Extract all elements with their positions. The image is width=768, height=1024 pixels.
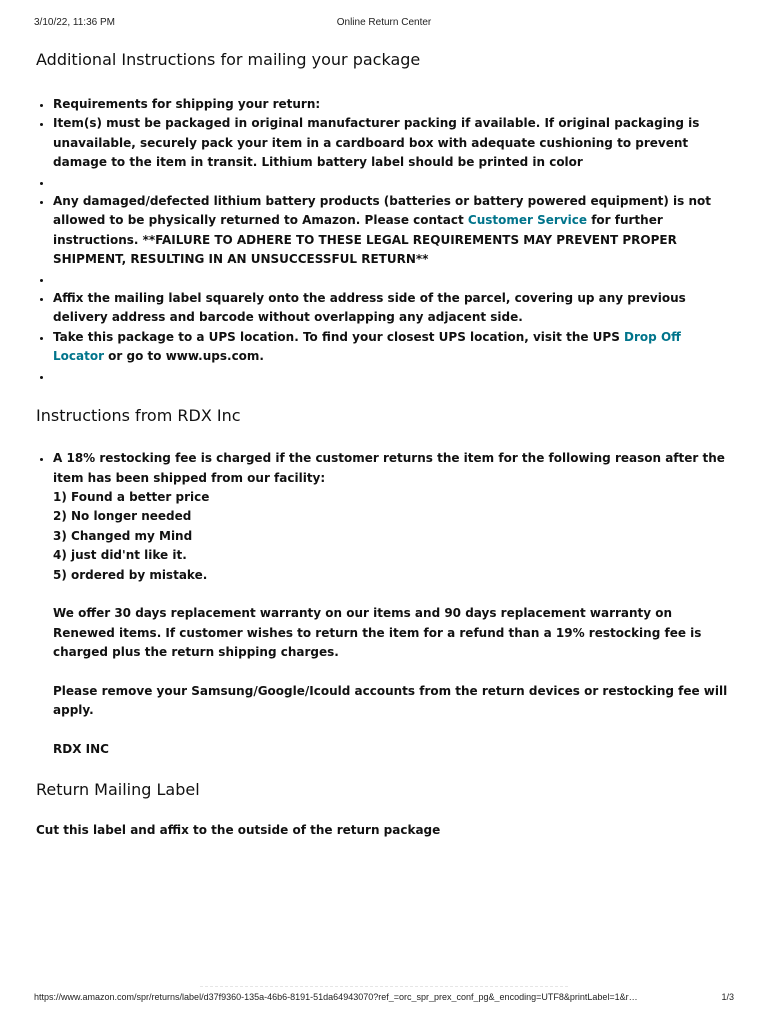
print-header — [34, 17, 734, 31]
list-item: • Item(s) must be packaged in original manufacturer packing if available. If original packaging is unavailable, securely pack your item in a cardboard box with adequate cushioning to prevent damage to the item in transit. Lithium battery label should be printed in color — [53, 114, 736, 172]
battery-text-cont: for further instructions. **FAILURE TO ADHERE TO THESE LEGAL REQUIREMENTS MAY PREVENT PROPER SHIPMENT, RESULTING IN AN UNSUCCESSFUL RETURN** — [53, 213, 677, 267]
list-item-empty — [53, 367, 736, 386]
reason-4: 4) just did'nt like it. — [53, 548, 187, 563]
reason-2: 2) No longer needed — [53, 509, 192, 524]
cut-line — [200, 986, 568, 987]
mailing-instructions-heading: Additional Instructions for mailing your package — [36, 50, 421, 69]
drop-off-locator-link[interactable]: Drop Off Locator — [53, 329, 681, 364]
reason-3: 3) Changed my Mind — [53, 528, 193, 543]
accounts-text: Please remove your Samsung/Google/Icould accounts from the return devices or restocking fee will apply. — [53, 683, 728, 718]
list-item — [53, 328, 736, 367]
print-date: 3/10/22, 11:36 PM — [34, 17, 115, 28]
ups-text-cont: or go to www.ups.com. — [104, 349, 264, 364]
page-number: 1/3 — [721, 992, 734, 1002]
mailing-instructions-list — [36, 95, 736, 386]
ups-text: Take this package to a UPS location. To find your closest UPS location, visit the UPS — [53, 329, 625, 344]
list-item-empty — [53, 270, 736, 289]
customer-service-link[interactable]: Customer Service — [467, 213, 588, 228]
restocking-intro: • A 18% restocking fee is charged if the customer returns the item for the following reason after the item has been shipped from our facility: — [53, 451, 725, 485]
page-content — [36, 48, 736, 840]
seller-instructions-heading: Instructions from RDX Inc — [36, 406, 241, 426]
list-item — [53, 449, 736, 759]
list-item: • Requirements for shipping your return: — [53, 95, 736, 114]
print-url: https://www.amazon.com/spr/returns/label/d37f9360-135a-46b6-8191-51da64943070?ref_=orc_spr_prex_conf_pg&_encoding=UTF8&printLabel=1&r… — [34, 992, 638, 1002]
list-item: • Affix the mailing label squarely onto the address side of the parcel, covering up any previous delivery address and barcode without overlapping any adjacent side. — [53, 289, 736, 328]
reason-1: 1) Found a better price — [53, 489, 210, 504]
reason-5: 5) ordered by mistake. — [53, 567, 208, 582]
list-item — [53, 192, 736, 270]
seller-signoff: RDX INC — [53, 742, 109, 757]
list-item-empty — [53, 173, 736, 192]
cut-label-instruction: Cut this label and affix to the outside of the return package — [36, 822, 441, 837]
return-label-heading: Return Mailing Label — [36, 779, 200, 799]
battery-text: Any damaged/defected lithium battery products (batteries or battery powered equipment) is not allowed to be physically returned to Amazon. Please contact — [53, 194, 712, 228]
warranty-text: We offer 30 days replacement warranty on our items and 90 days replacement warranty on Renewed items. If customer wishes to return the item for a refund than a 19% restocking fee is charged plus the return shipping charges. — [53, 606, 702, 660]
seller-instructions-list — [36, 449, 736, 759]
print-page-title: Online Return Center — [336, 17, 432, 28]
